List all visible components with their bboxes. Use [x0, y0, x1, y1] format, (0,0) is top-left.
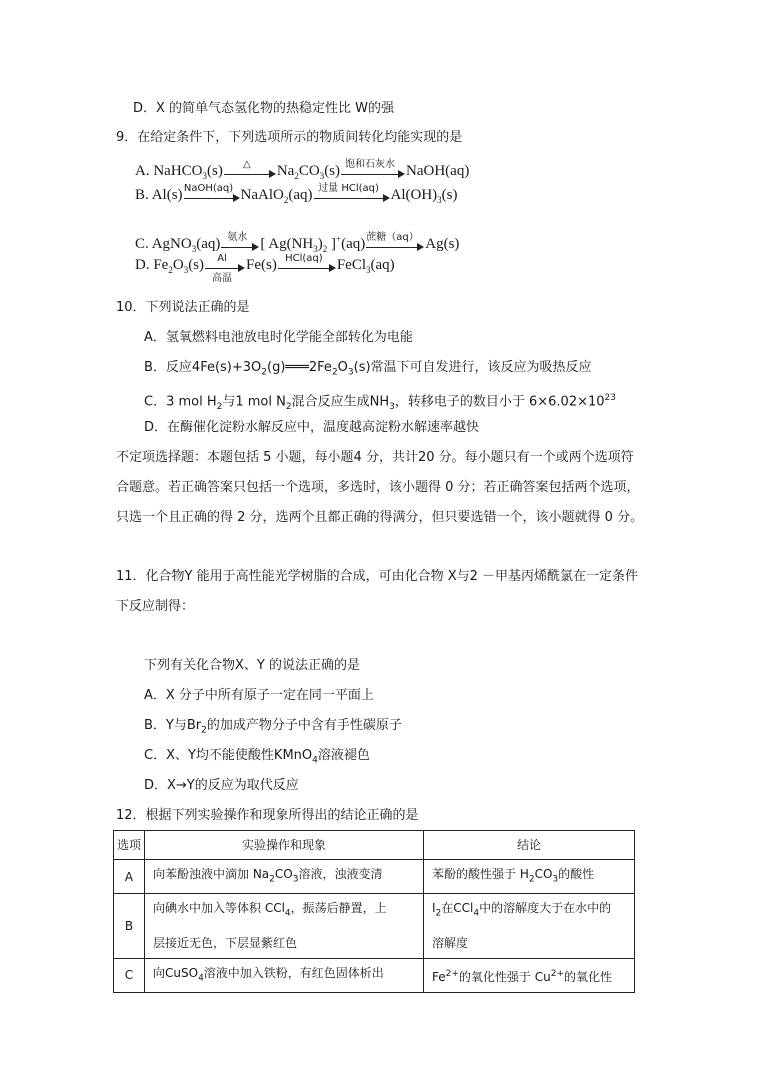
q9-option-c: C. AgNO$_3$(aq) 氨水 [ $Ag(NH_3)_2$ ]+(aq) 蔗糖（aq） Ag(s): [135, 231, 460, 254]
q11-option-a: A．X 分子中所有原子一定在同一平面上: [144, 688, 374, 703]
q11-sub-stem: 下列有关化合物X、Y 的说法正确的是: [144, 658, 360, 673]
row-a-conclusion: 苯酚的酸性强于 $H_2CO_3$的酸性: [424, 860, 635, 894]
q9-stem: 9．在给定条件下，下列选项所示的物质间转化均能实现的是: [116, 130, 463, 145]
q10-stem: 10．下列说法正确的是: [116, 300, 250, 315]
q9-option-b: B. Al(s) NaOH(aq) NaAlO$_2$(aq) 过量 HCl(aq) $Al(OH)_3(s)$: [135, 182, 458, 205]
table-row: [114, 860, 635, 894]
reaction-arrow: HCl(aq): [278, 257, 336, 275]
q11-option-c: C．X、Y均不能使酸性KMnO$_4$溶液褪色: [144, 748, 370, 766]
table-header-row: [114, 831, 635, 860]
row-c-conclusion: $Fe^{2+}$的氧化性强于 $Cu^{2+}$的氧化性: [424, 958, 635, 992]
table-row: [114, 894, 635, 958]
header-operation: 实验操作和现象: [145, 831, 424, 860]
header-conclusion: 结论: [424, 831, 635, 860]
q10-option-a: A．氢氧燃料电池放电时化学能全部转化为电能: [144, 330, 413, 345]
reaction-arrow: NaOH(aq): [184, 187, 240, 205]
row-b-operation: 向碘水中加入等体积 CCl$_4$，振荡后静置，上 层接近无色，下层显紫红色: [145, 894, 424, 958]
reaction-arrow: 蔗糖（aq）: [366, 236, 424, 254]
instructions-line-3: 只选一个且正确的得 2 分，选两个且都正确的得满分，但只要选错一个，该小题就得 0 分。: [116, 510, 644, 525]
table-row: [114, 958, 635, 992]
q12-table: [113, 830, 635, 993]
q10-option-c: C．3 mol $H_2$与1 mol $N_2$混合反应生成$NH_3$，转移电子的数目小于 $6\times 6.02\times 10^{23}$: [144, 393, 616, 412]
q8-option-d: D．X 的简单气态氢化物的热稳定性比 W的强: [133, 101, 395, 116]
instructions-line-1: 不定项选择题：本题包括 5 小题，每小题4 分，共计20 分。每小题只有一个或两个选项符: [116, 450, 634, 465]
q10-option-b: B．反应$4Fe(s)+3O_2(g)═══2Fe_2O_3(s)$常温下可自发进行，该反应为吸热反应: [144, 360, 592, 378]
instructions-line-2: 合题意。若正确答案只包括一个选项，多选时，该小题得 0 分；若正确答案包括两个选项，: [116, 480, 640, 495]
row-b-option: B: [114, 894, 145, 958]
row-c-operation: 向CuSO$_4$溶液中加入铁粉，有红色固体析出: [145, 958, 424, 992]
reaction-arrow: △: [224, 163, 276, 181]
q11-stem-line-2: 下反应制得：: [116, 599, 195, 614]
reaction-arrow: 饱和石灰水: [341, 163, 405, 181]
row-a-operation: 向苯酚浊液中滴加 $Na_2CO_3$溶液，浊液变清: [145, 860, 424, 894]
header-option: 选项: [114, 831, 145, 860]
row-c-option: C: [114, 958, 145, 992]
reaction-arrow: 过量 HCl(aq): [314, 187, 390, 205]
reaction-arrow: 氨水: [221, 236, 259, 254]
q9-option-d: D. $Fe_2O_3(s)$ Al 高温 Fe(s) HCl(aq) FeCl$_3$(aq): [135, 252, 395, 284]
row-a-option: A: [114, 860, 145, 894]
q12-stem: 12．根据下列实验操作和现象所得出的结论正确的是: [116, 808, 419, 823]
q11-stem-line-1: 11．化合物Y 能用于高性能光学树脂的合成，可由化合物 X与2 －甲基丙烯酰氯在一定条件: [116, 569, 639, 584]
q10-option-d: D．在酶催化淀粉水解反应中，温度越高淀粉水解速率越快: [144, 420, 480, 435]
q9-option-a: A. NaHCO$_3$(s) △ $Na_2CO_3(s)$ 饱和石灰水 NaOH(aq): [135, 158, 470, 181]
q11-option-b: B．Y与$Br_2$的加成产物分子中含有手性碳原子: [144, 718, 402, 736]
q11-option-d: D．X→Y的反应为取代反应: [144, 778, 299, 793]
row-b-conclusion: $I_2$在CCl$_4$中的溶解度大于在水中的 溶解度: [424, 894, 635, 958]
reaction-arrow: Al 高温: [205, 257, 245, 275]
